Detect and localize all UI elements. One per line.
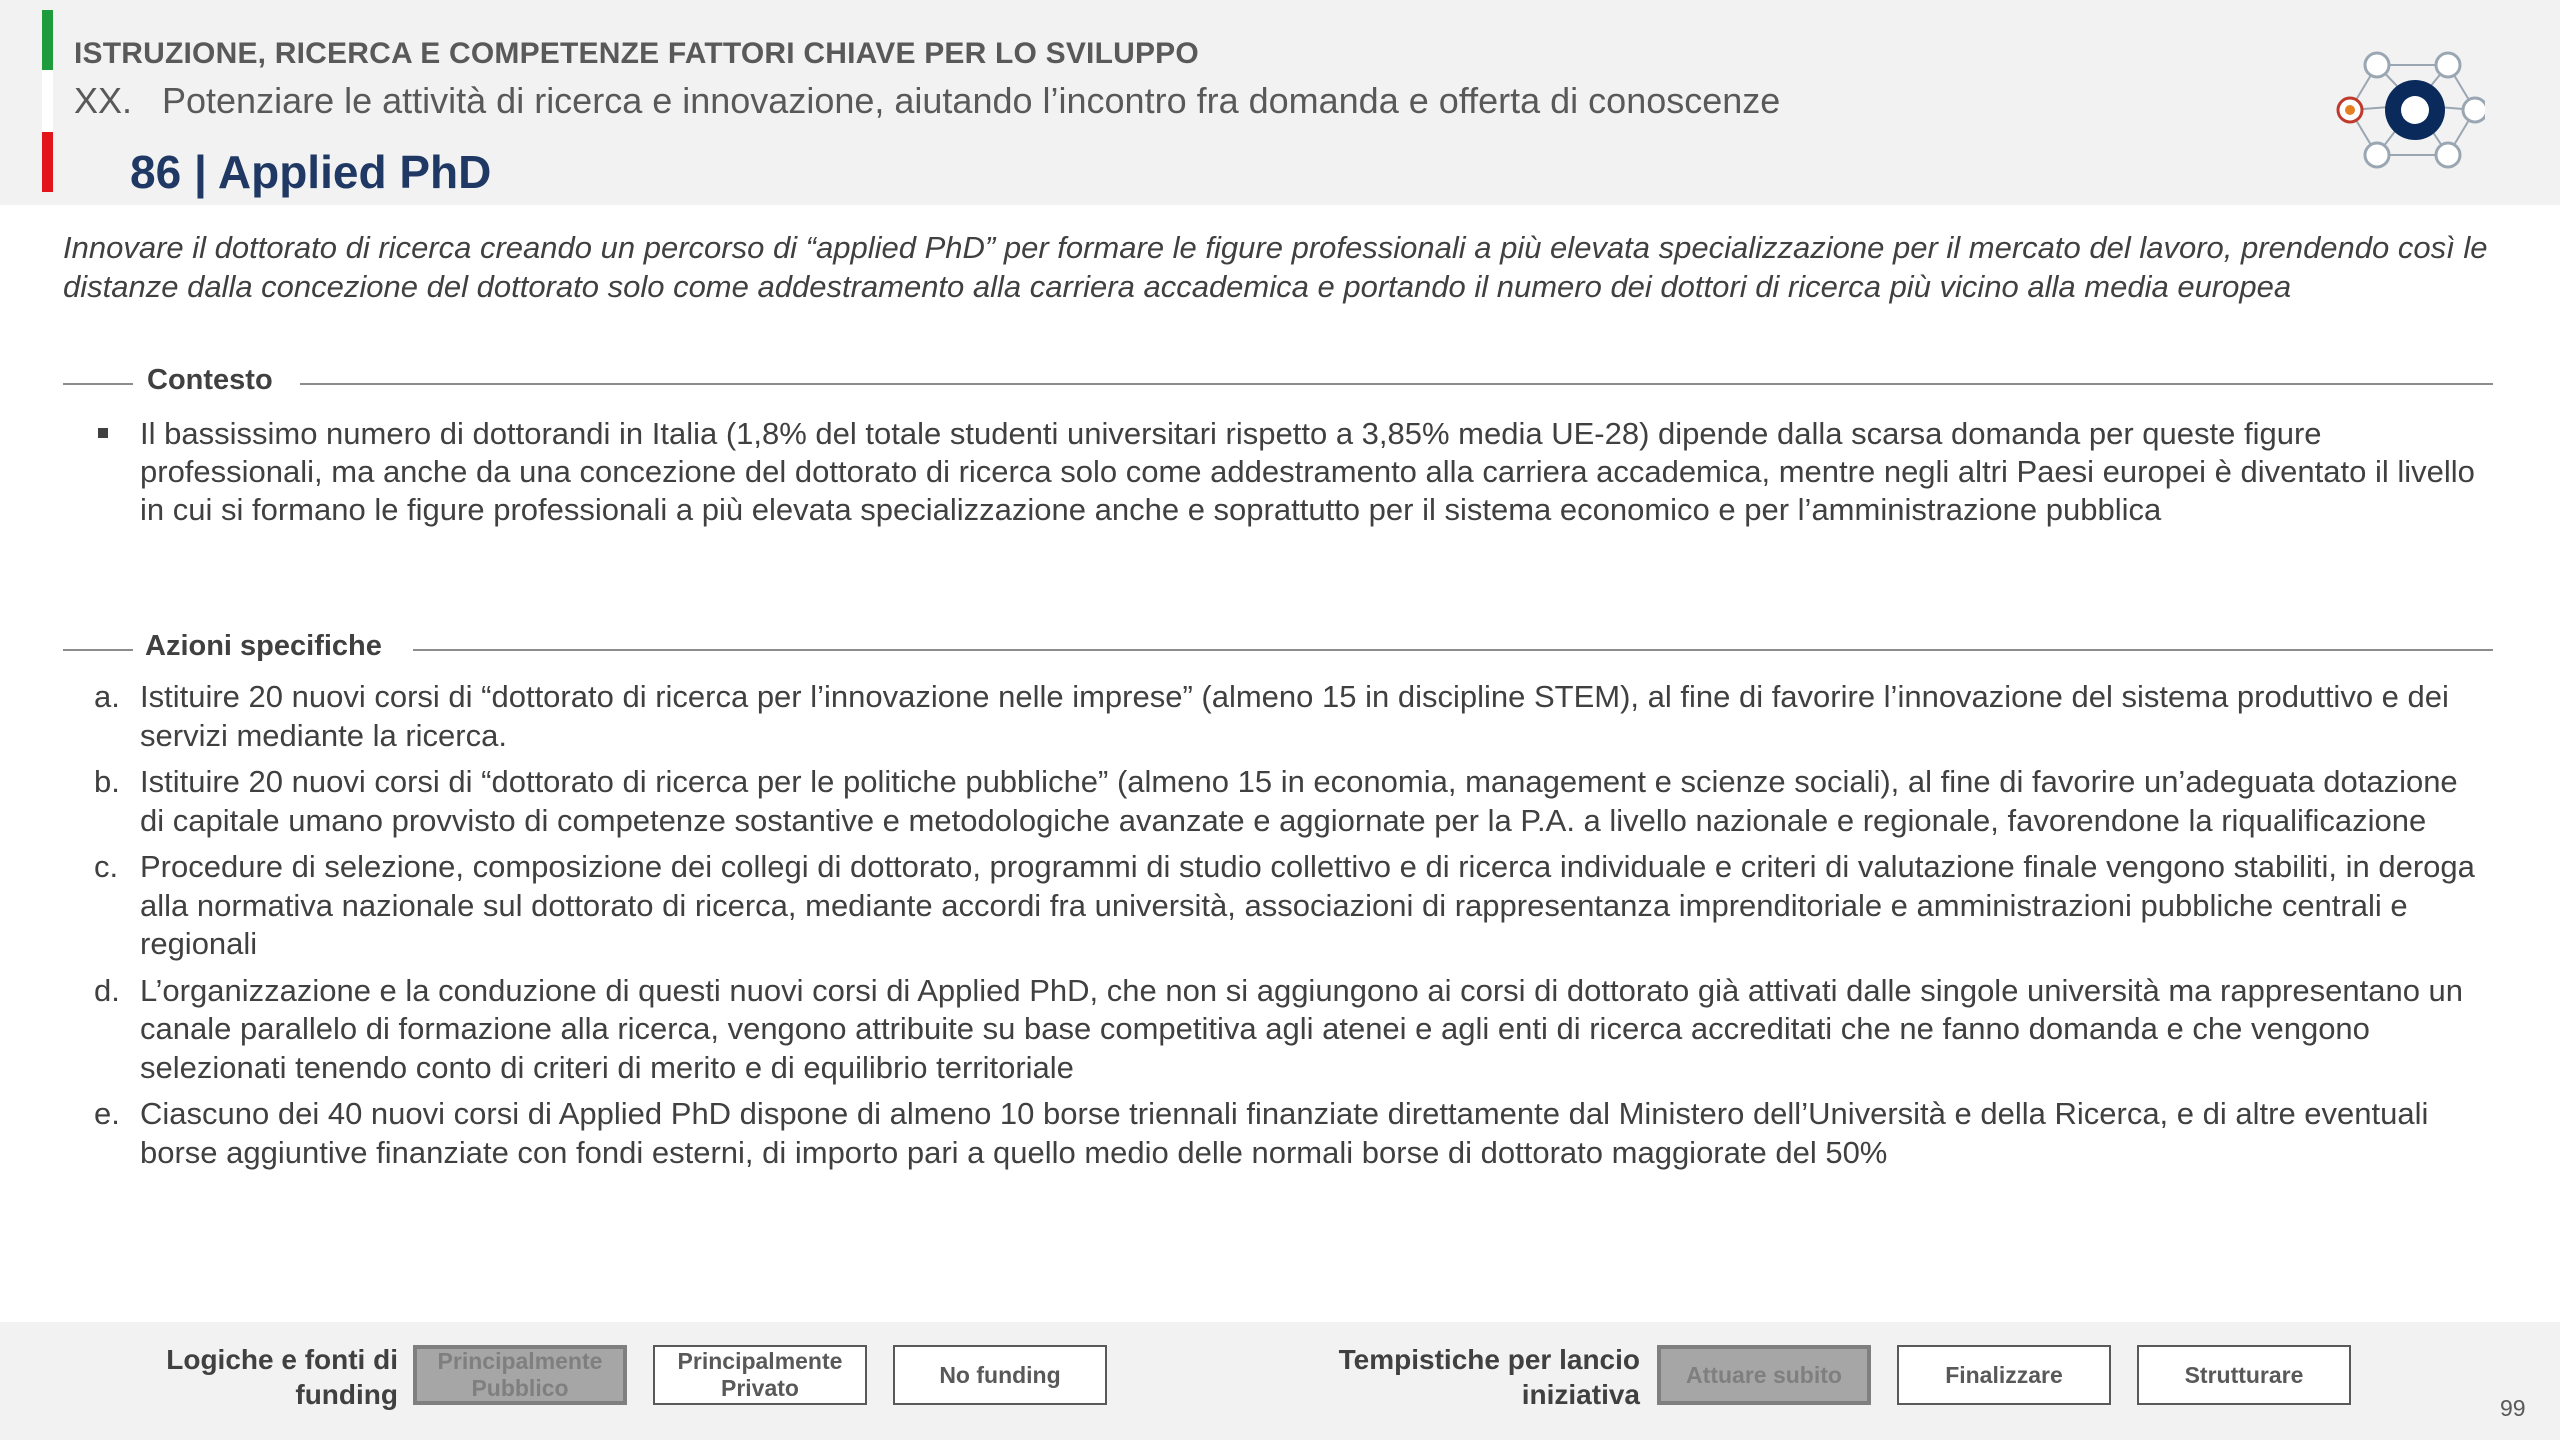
funding-option-pubblico[interactable]: Principalmente Pubblico	[413, 1345, 627, 1405]
action-text: Ciascuno dei 40 nuovi corsi di Applied PhD dispone di almeno 10 borse triennali finanziate direttamente dal Ministero dell’Università e della Ricerca, e di altre eventuali borse aggiuntive finanziate con fondi esterni, di importo pari a quello medio delle normali borse di dottorato maggiorate del 50%	[140, 1096, 2429, 1170]
action-text: L’organizzazione e la conduzione di questi nuovi corsi di Applied PhD, che non si aggiungono ai corsi di dottorato già attivati dalle singole università ma rappresentano un canale parallelo di formazione alla ricerca, vengono attribuite su base competitiva agli atenei e agli enti di ricerca accreditati che ne fanno domanda e che vengono selezionati tenendo conto di criteri di merito e di equilibrio territoriale	[140, 972, 2464, 1085]
action-item	[90, 848, 2490, 964]
contesto-text: Il bassissimo numero di dottorandi in Italia (1,8% del totale studenti universitari rispetto a 3,85% media UE-28) dipende dalla scarsa domanda per queste figure professionali, ma anche da una concezione del dottorato di ricerca solo come addestramento alla carriera accademica, mentre negli altri Paesi europei è diventato il livello in cui si formano le figure professionali a più elevata specializzazione anche e soprattutto per il sistema economico e per l’amministrazione pubblica	[140, 416, 2475, 527]
subsection-title: Potenziare le attività di ricerca e innovazione, aiutando l’incontro fra domanda e offerta di conoscenze	[162, 80, 1781, 121]
action-item	[90, 972, 2490, 1088]
funding-label: Logiche e fonti di funding	[166, 1344, 398, 1410]
timing-option-attuare-subito[interactable]: Attuare subito	[1657, 1345, 1871, 1405]
azioni-divider	[63, 630, 2493, 670]
contesto-divider	[63, 364, 2493, 404]
italian-flag-red	[42, 132, 53, 192]
timing-option-strutturare[interactable]: Strutturare	[2137, 1345, 2351, 1405]
page-number: 99	[2500, 1395, 2526, 1421]
italian-flag-white	[42, 70, 53, 132]
divider-line	[413, 649, 2493, 651]
action-letter: b.	[94, 764, 120, 799]
action-text: Procedure di selezione, composizione dei collegi di dottorato, programmi di studio collettivo e di ricerca individuale e criteri di valutazione finale vengono stabiliti, in deroga alla normativa nazionale sul dottorato di ricerca, mediante accordi fra università, associazioni di rappresentanza imprenditoriale e amministrazioni pubbliche centrali e regionali	[140, 849, 2475, 961]
divider-line	[300, 383, 2493, 385]
bullet-icon	[98, 428, 108, 438]
divider-line	[63, 383, 133, 385]
timing-label: Tempistiche per lancio iniziativa	[1338, 1344, 1640, 1410]
network-logo-icon	[2330, 45, 2485, 185]
subsection-heading	[74, 80, 1780, 122]
action-item	[90, 1095, 2490, 1172]
action-letter: e.	[94, 1096, 120, 1131]
action-item	[90, 678, 2490, 755]
action-letter: c.	[94, 849, 119, 884]
action-letter: a.	[94, 679, 120, 714]
divider-line	[63, 649, 133, 651]
section-title: ISTRUZIONE, RICERCA E COMPETENZE FATTORI CHIAVE PER LO SVILUPPO	[74, 37, 1199, 70]
funding-option-no-funding[interactable]: No funding	[893, 1345, 1107, 1405]
italian-flag-green	[42, 10, 53, 70]
action-letter: d.	[94, 972, 120, 1008]
actions-list	[90, 678, 2490, 1180]
page-title: 86 | Applied PhD	[130, 146, 492, 198]
action-item	[90, 763, 2490, 840]
action-text: Istituire 20 nuovi corsi di “dottorato di ricerca per l’innovazione nelle imprese” (almeno 15 in discipline STEM), al fine di favorire l’innovazione del sistema produttivo e dei servizi mediante la ricerca.	[140, 679, 2449, 753]
action-text: Istituire 20 nuovi corsi di “dottorato di ricerca per le politiche pubbliche” (almeno 15 in economia, management e scienze sociali), al fine di favorire un’adeguata dotazione di capitale umano provvisto di competenze sostantive e metodologiche avanzate e aggiornate per la P.A. a livello nazionale e regionale, favorendone la riqualificazione	[140, 764, 2458, 838]
azioni-label: Azioni specifiche	[145, 630, 382, 662]
funding-option-privato[interactable]: Principalmente Privato	[653, 1345, 867, 1405]
contesto-label: Contesto	[147, 364, 273, 396]
timing-option-finalizzare[interactable]: Finalizzare	[1897, 1345, 2111, 1405]
subsection-number: XX.	[74, 80, 133, 121]
intro-text: Innovare il dottorato di ricerca creando un percorso di “applied PhD” per formare le figure professionali a più elevata specializzazione per il mercato del lavoro, prendendo così le distanze dalla concezione del dottorato solo come addestramento alla carriera accademica e portando il numero dei dottori di ricerca più vicino alla media europea	[63, 230, 2488, 304]
